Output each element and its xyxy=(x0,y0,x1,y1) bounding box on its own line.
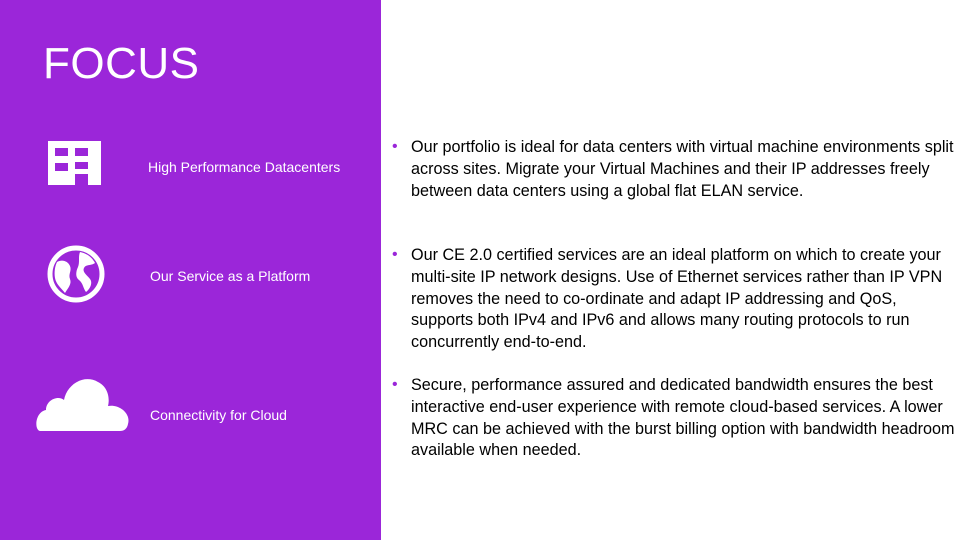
globe-icon xyxy=(46,244,106,304)
bullet-datacenters xyxy=(392,137,957,202)
bullet-cloud xyxy=(392,375,957,462)
feature-label-cloud: Connectivity for Cloud xyxy=(150,407,287,423)
feature-label-platform: Our Service as a Platform xyxy=(150,268,311,284)
slide-title: FOCUS xyxy=(43,39,200,88)
bullet-text: Secure, performance assured and dedicated bandwidth ensures the best interactive end-user experience with remote cloud-based services. A lower MRC can be achieved with the burst billing option with bandwidth headroom available when needed. xyxy=(411,376,955,460)
building-icon xyxy=(48,141,101,185)
bullet-text: Our CE 2.0 certified services are an ideal platform on which to create your multi-site IP network designs. Use of Ethernet services rather than IP VPN removes the need to co-ordinate and adapt IP addressing and QoS, supports both IPv4 and IPv6 and allows many routing protocols to run concurrently end-to-end. xyxy=(411,246,943,352)
bullet-dot: • xyxy=(392,376,398,393)
bullet-dot: • xyxy=(392,138,398,155)
feature-label-datacenters: High Performance Datacenters xyxy=(148,159,341,175)
bullet-text: Our portfolio is ideal for data centers with virtual machine environments split across sites. Migrate your Virtual Machines and their IP addresses freely between data centers using a global flat ELAN service. xyxy=(411,138,954,200)
cloud-icon xyxy=(36,376,129,431)
bullet-dot: • xyxy=(392,246,398,263)
left-panel xyxy=(0,0,381,540)
bullet-platform xyxy=(392,245,957,354)
